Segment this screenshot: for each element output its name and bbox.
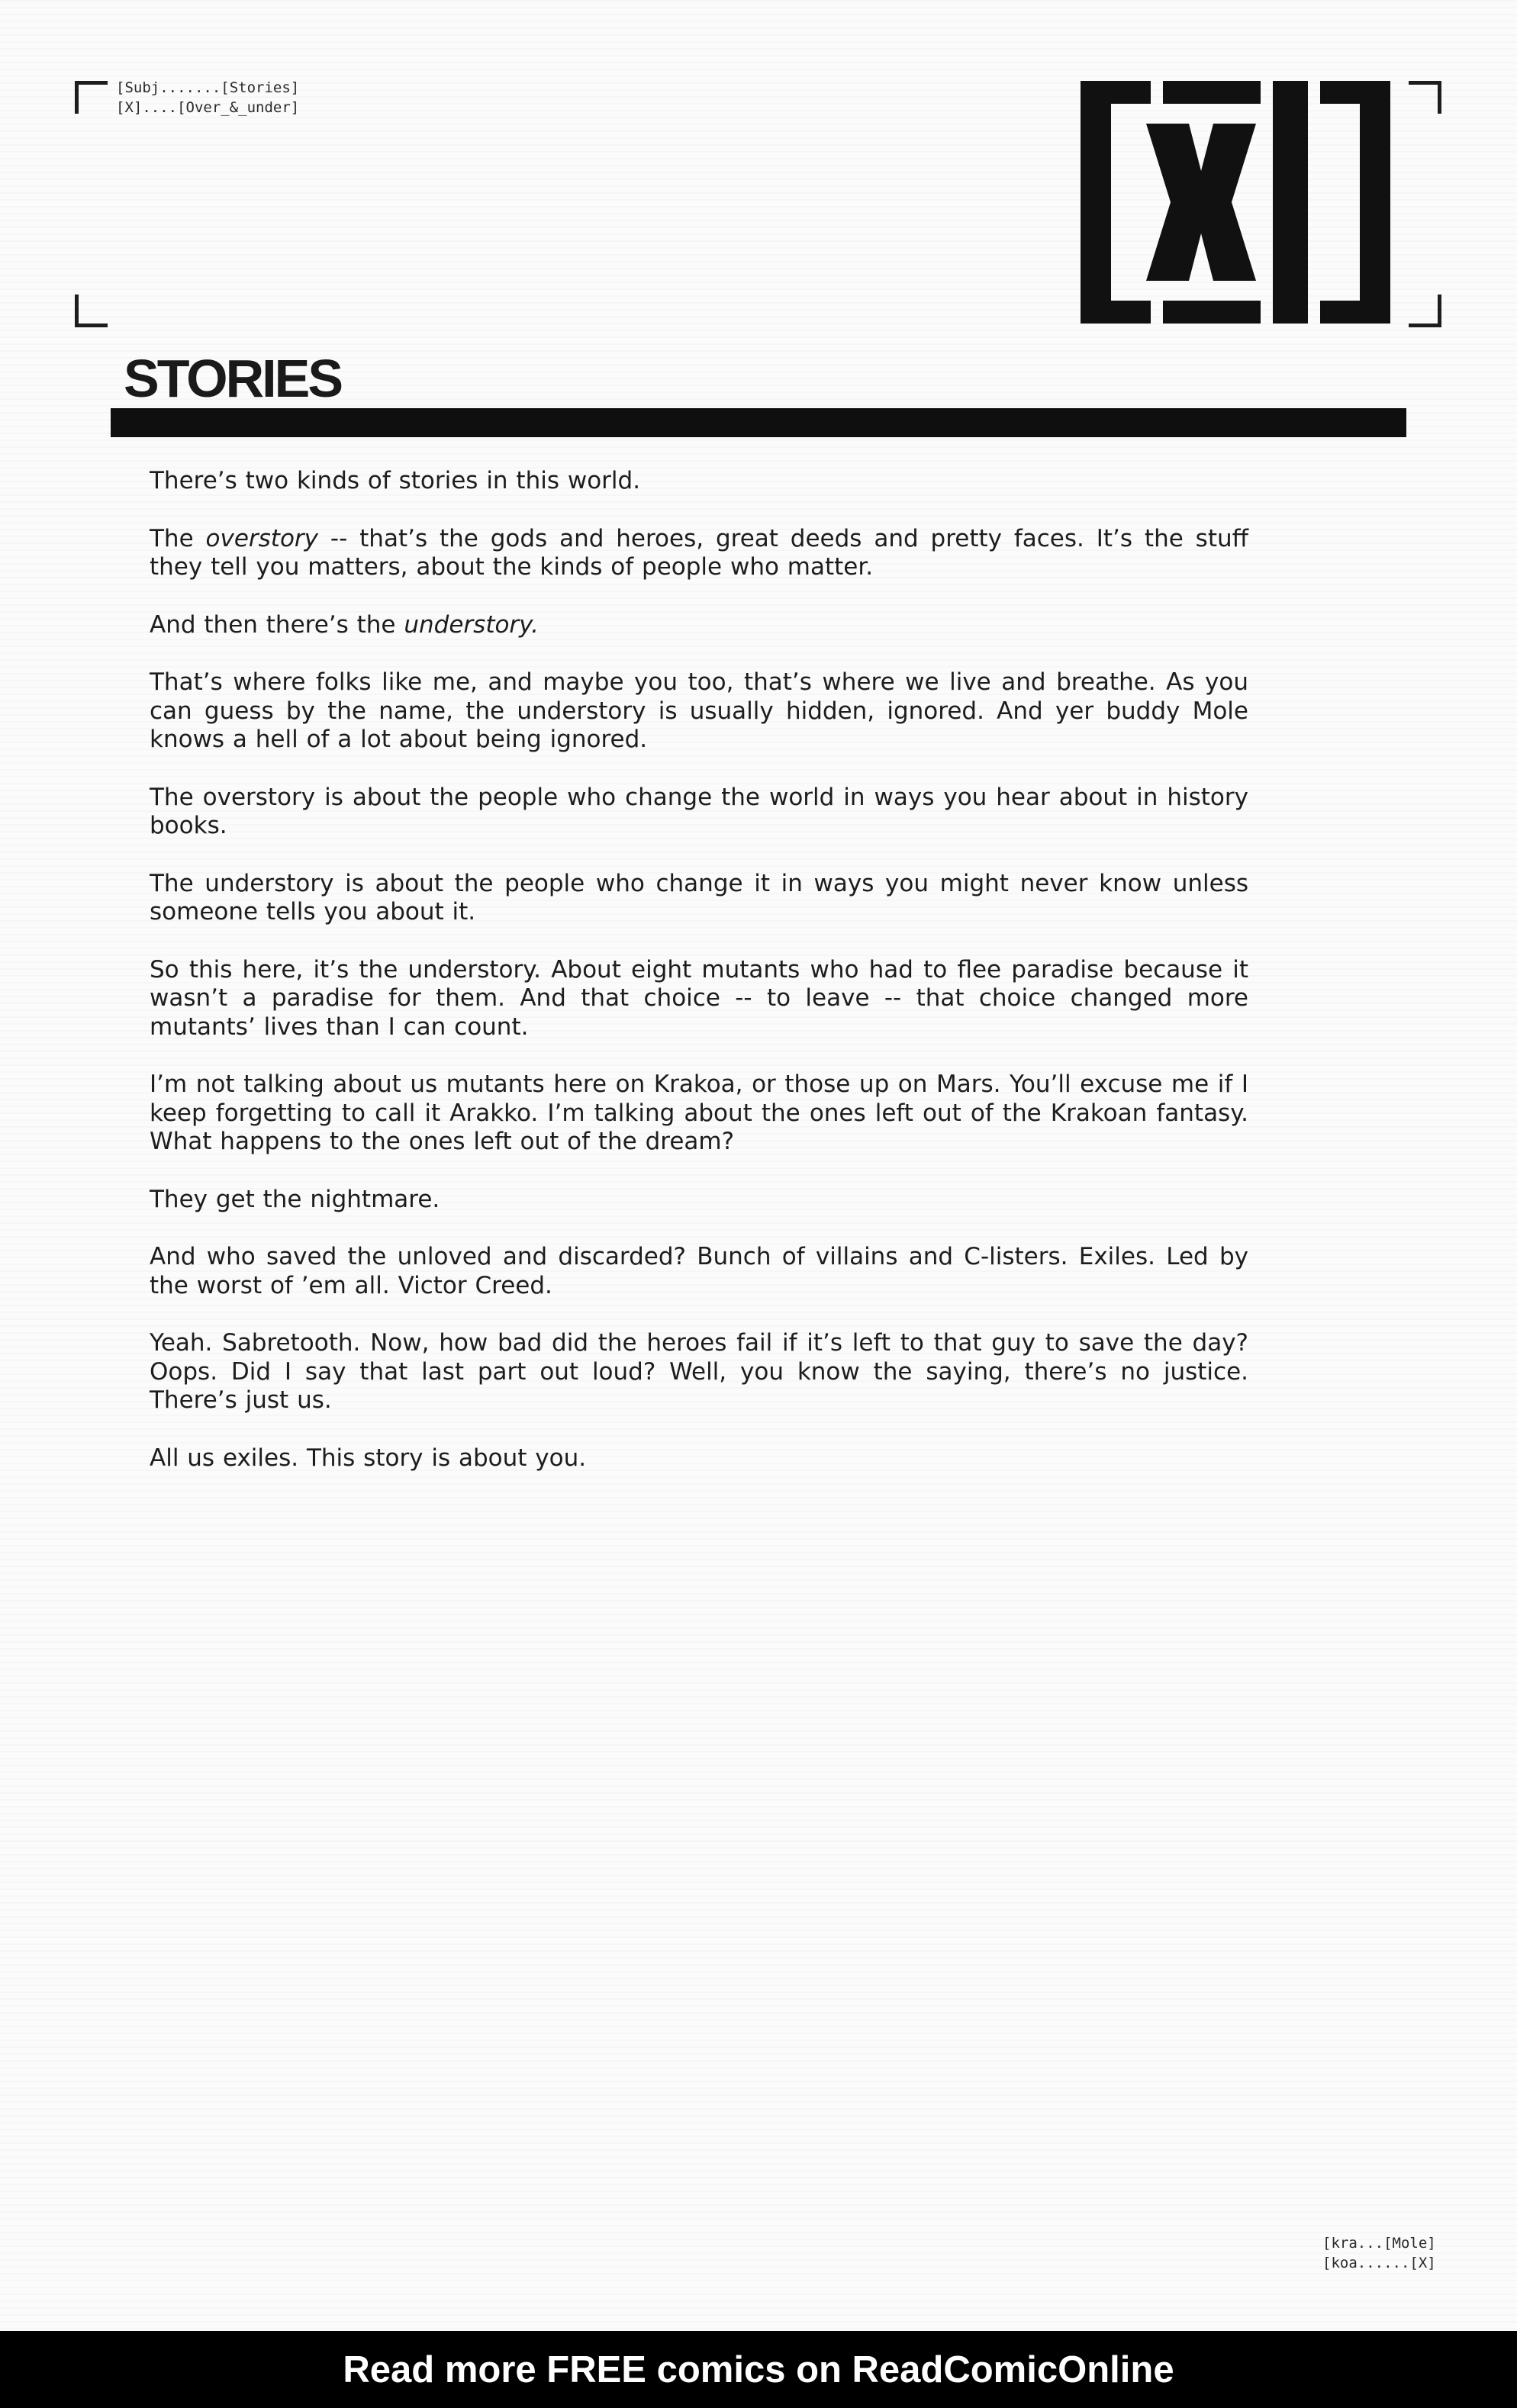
paragraph-text: And who saved the unloved and discarded? Bunch of villains and C-listers. Exiles. Led by the worst of ’em all. Victor Creed. — [150, 1243, 1248, 1299]
footer-meta-line: [kra...[Mole] — [1322, 2235, 1436, 2252]
body-paragraph — [150, 1444, 1248, 1473]
paragraph-text: -- that’s the gods and heroes, great deeds and pretty faces. It’s the stuff they tell you matters, about the kinds of people who matter. — [150, 524, 1248, 581]
body-paragraph — [150, 611, 1248, 640]
footer-meta-line: [koa......[X] — [1322, 2255, 1436, 2271]
footer-meta — [1322, 2233, 1436, 2273]
article-body — [150, 467, 1248, 1502]
body-paragraph — [150, 668, 1248, 755]
paragraph-text: So this here, it’s the understory. About eight mutants who had to flee paradise because it wasn’t a paradise for them. And that choice -- to leave -- that choice changed more mutants’ lives than I can count. — [150, 955, 1248, 1041]
body-paragraph — [150, 1329, 1248, 1415]
promo-banner[interactable] — [0, 2331, 1517, 2408]
emphasis-text: overstory — [205, 524, 319, 552]
body-paragraph — [150, 1243, 1248, 1300]
subject-meta-line: [X]....[Over_&_under] — [116, 99, 300, 116]
paragraph-text: The — [150, 524, 206, 552]
paragraph-text: All us exiles. This story is about you. — [150, 1444, 587, 1472]
body-paragraph — [150, 467, 1248, 496]
paragraph-text: There’s two kinds of stories in this world. — [150, 467, 641, 494]
paragraph-text: Yeah. Sabretooth. Now, how bad did the heroes fail if it’s left to that guy to save the day? Oops. Did I say that last part out loud? Well, you know the saying, there’s no justice. There’s just us. — [150, 1329, 1248, 1414]
paragraph-text: They get the nightmare. — [150, 1185, 440, 1213]
corner-bracket-top-left — [75, 81, 108, 114]
body-paragraph — [150, 956, 1248, 1042]
paragraph-text: The understory is about the people who change it in ways you might never know unless someone tells you about it. — [150, 869, 1248, 926]
paragraph-text: The overstory is about the people who change the world in ways you hear about in history books. — [150, 783, 1248, 839]
body-paragraph — [150, 870, 1248, 927]
page-title: STORIES — [124, 349, 342, 408]
x-brackets-logo-icon — [1081, 81, 1390, 324]
body-paragraph — [150, 1186, 1248, 1215]
corner-bracket-bottom-right — [1409, 295, 1441, 327]
paragraph-text: I’m not talking about us mutants here on Krakoa, or those up on Mars. You’ll excuse me if I keep forgetting to call it Arakko. I’m talking about the ones left out of the Krakoan fantasy. What happens to the ones left out of the dream? — [150, 1070, 1248, 1155]
corner-bracket-top-right — [1409, 81, 1441, 114]
body-paragraph — [150, 1070, 1248, 1157]
paragraph-text: And then there’s the — [150, 610, 404, 639]
title-rule — [111, 408, 1406, 437]
paragraph-text: That’s where folks like me, and maybe you too, that’s where we live and breathe. As you can guess by the name, the understory is usually hidden, ignored. And yer buddy Mole knows a hell of a lot about being ignored. — [150, 668, 1248, 753]
body-paragraph — [150, 784, 1248, 841]
subject-meta — [116, 78, 299, 118]
body-paragraph — [150, 525, 1248, 582]
promo-banner-text[interactable]: Read more FREE comics on ReadComicOnline — [343, 2348, 1174, 2390]
corner-bracket-bottom-left — [75, 295, 108, 327]
subject-meta-line: [Subj.......[Stories] — [116, 79, 300, 96]
emphasis-text: understory. — [404, 610, 539, 639]
